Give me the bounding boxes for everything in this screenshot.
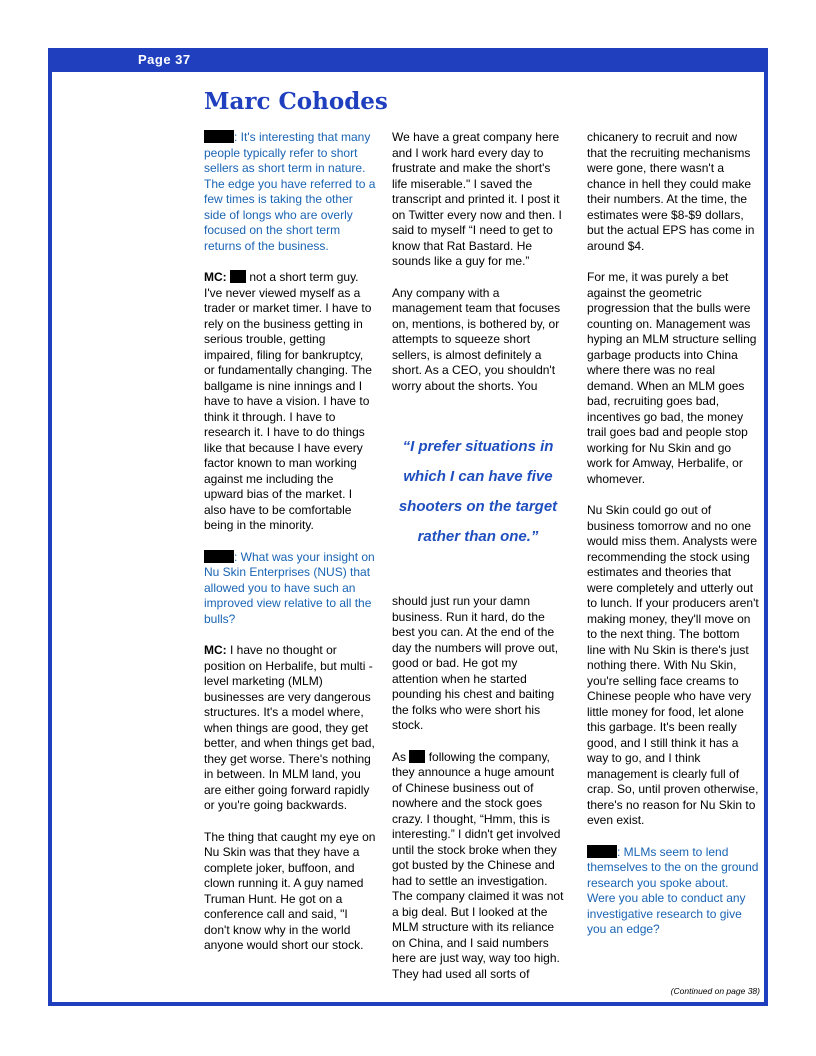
question-1	[204, 130, 376, 254]
answer-2	[204, 643, 376, 814]
redaction-block	[409, 750, 425, 763]
paragraph-bet: For me, it was purely a bet against the geometric progression that the bulls were counting on. Management was hyping an MLM structure selling garbage products into China where there was no real demand. When an MLM goes bad, recruiting goes bad, incentives go bad, the money trail goes bad and people stop working for Nu Skin and go work for Amway, Herbalife, or whomever.	[587, 270, 757, 486]
redaction-block	[587, 845, 617, 858]
redaction-block	[230, 270, 246, 283]
paragraph-following-text: following the company, they announce a huge amount of Chinese business out of nowhere and the stock goes crazy. I thought, “Hmm, this is interesting.” I didn't get involved until the stock broke when they got busted by the Chinese and had to settle an investigation. The company claimed it was not a big deal. But I looked at the MLM structure with its reliance on China, and I said numbers here are just way, way too high. They had used all sorts of	[392, 749, 564, 981]
answer-2-text: I have no thought or position on Herbalife, but multi -level marketing (MLM) businesses are very dangerous structures. It's a model where, when things are good, they get better, and when things get bad, they get worse. There's nothing in between. In MLM land, you are either going forward rapidly or you're going backwards.	[204, 643, 375, 812]
paragraph-following	[392, 750, 564, 983]
column-3	[587, 130, 759, 954]
paragraph-chicanery: chicanery to recruit and now that the recruiting mechanisms were gone, there wasn't a chance in hell they could make their numbers. At the time, the estimates were $8-$9 dollars, but the actual EPS has come in around $4.	[587, 130, 755, 253]
answer-1-text: not a short term guy. I've never viewed myself as a trader or market timer. I have to rely on the business getting in serious trouble, getting impaired, filing for bankruptcy, or fundamentally changing. The ballgame is nine innings and I have to have a vision. I have to think it through. I have to research it. I have to do things like that because I have every factor known to man working against me including the upward bias of the market. I also have to be comfortable being in the minority.	[204, 270, 372, 532]
redaction-block	[204, 130, 234, 143]
paragraph-following-start: As	[392, 749, 407, 764]
question-2-text: : What was your insight on Nu Skin Enterprises (NUS) that allowed you to have such an improved view relative to all the bulls?	[204, 549, 375, 626]
continued-note: (Continued on page 38)	[670, 986, 760, 996]
question-3	[587, 845, 759, 938]
paragraph-management: Any company with a management team that focuses on, mentions, is bothered by, or attempts to squeeze short sellers, is almost definitely a short. As a CEO, you shouldn't worry about the shorts. You	[392, 285, 561, 393]
page-number: Page 37	[138, 52, 191, 67]
question-1-text: : It's interesting that many people typically refer to short sellers as short term in nature. The edge you have referred to a few times is taking the other side of longs who are overly focused on the short term returns of the business.	[204, 130, 376, 253]
question-2	[204, 550, 376, 628]
question-3-text: : MLMs seem to lend themselves to the on the ground research you spoke about. Were you able to conduct any investigative research to give you an edge?	[587, 844, 759, 936]
pull-quote: “I prefer situations in which I can have five shooters on the target rather than one.”	[398, 438, 558, 545]
paragraph-nuskin: The thing that caught my eye on Nu Skin was that they have a complete joker, buffoon, and clown running it. A guy named Truman Hunt. He got on a conference call and said, "I don't know why in the world anyone would short our stock.	[204, 829, 376, 952]
column-1	[204, 130, 376, 970]
column-2	[392, 130, 564, 998]
speaker-label: MC:	[204, 643, 227, 657]
paragraph-out-of-business: Nu Skin could go out of business tomorrow and no one would miss them. Analysts were recommending the stock using estimates and theories that were completely and utterly out to lunch. If your producers aren't making money, they'll move on to the next thing. The bottom line with Nu Skin is there's just nothing there. With Nu Skin, you're selling face creams to Chinese people who have very little money for food, let alone this garbage. It's been really good, and I still think it has a way to go, and I think management is clearly full of crap. So, until proven otherwise, there's no reason for Nu Skin to even exist.	[587, 503, 759, 827]
article-title: Marc Cohodes	[204, 88, 388, 115]
paragraph-company: We have a great company here and I work hard every day to frustrate and make the short's life miserable." I saved the transcript and printed it. I post it on Twitter every now and then. I said to myself “I need to get to know that Rat Bastard. He sounds like a guy for me.”	[392, 130, 562, 268]
answer-1	[204, 270, 376, 534]
speaker-label: MC:	[204, 270, 227, 284]
paragraph-run-business: should just run your damn business. Run it hard, do the best you can. At the end of the day the numbers will prove out, good or bad. He got my attention when he started pounding his chest and baiting the folks who were short his stock.	[392, 594, 559, 732]
redaction-block	[204, 550, 234, 563]
